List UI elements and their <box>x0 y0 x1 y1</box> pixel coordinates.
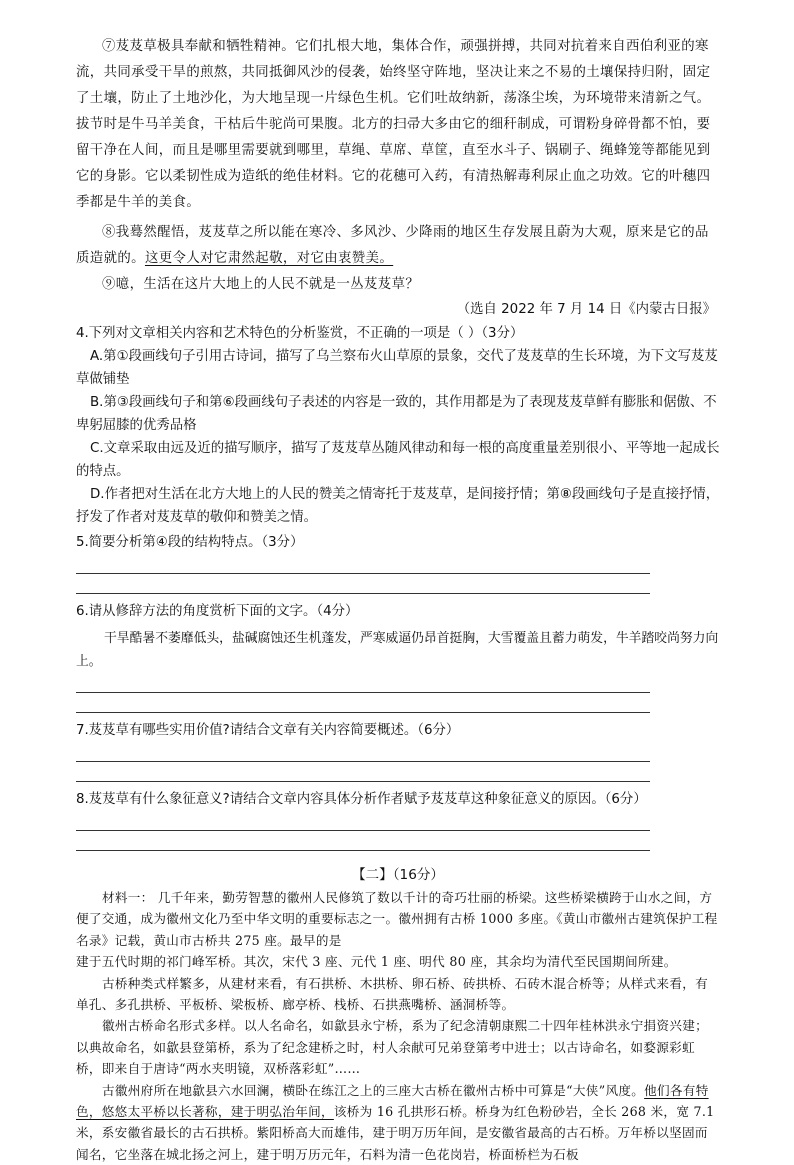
answer-line <box>76 574 650 594</box>
question-8 <box>76 788 720 851</box>
paragraph-7: ⑦芨芨草极具奉献和牺牲精神。它们扎根大地，集体合作，顽强拼搏，共同对抗着来自西伯利亚的寒流，共同承受干旱的煎熬，共同抵御风沙的侵袭，始终坚守阵地，坚决让来之不易的土壤保持归附，固定了土壤，防止了土地沙化，为大地呈现一片绿色生机。它们吐故纳新，荡涤尘埃，为环境带来清新之气。拔节时是牛马羊美食，干枯后牛驼尚可果腹。北方的扫帚大多由它的细秆制成，可谓粉身碎骨都不怕，要留干净在人间，而且是哪里需要就到哪里，草绳、草席、草筐，直至水斗子、锅刷子、绳蜂笼等都能见到它的身影。它以柔韧性成为造纸的绝佳材料。它的花穗可入药，有清热解毒利尿止血之功效。它的叶穗四季都是牛羊的美食。 <box>76 39 711 210</box>
answer-line <box>76 554 650 574</box>
material-1-paragraph-4-text: 古徽州府所在地歙县六水回澜，横卧在练江之上的三座大古桥在徽州古桥中可算是“大侠”风度。 <box>102 1082 645 1098</box>
material-1 <box>76 887 720 1165</box>
question-7 <box>76 719 720 782</box>
section-2-title: 【二】（16分） <box>351 867 445 883</box>
question-8-stem: 8.芨芨草有什么象征意义?请结合文章内容具体分析作者赋予芨芨草这种象征意义的原因。（6分） <box>76 792 647 807</box>
material-1-paragraph-1-continued: 建于五代时期的祁门峰军桥。其次，宋代 3 座、元代 1 座、明代 80 座，其余均为清代至民国期间所建。 <box>76 954 677 970</box>
document-page <box>76 34 720 1165</box>
question-4-option-a: A.第①段画线句子引用古诗词，描写了乌兰察布火山草原的景象，交代了芨芨草的生长环境，为下文写芨芨草做铺垫 <box>76 349 718 387</box>
question-4-stem: 4.下列对文章相关内容和艺术特色的分析鉴赏，不正确的一项是（ ）（3分） <box>76 326 524 341</box>
question-6-quoted-text: 干旱酷暑不萎靡低头，盐碱腐蚀还生机蓬发，严寒威逼仍昂首挺胸，大雪覆盖且蓄力萌发，牛羊踏咬尚努力向上。 <box>76 631 719 669</box>
material-1-paragraph-2: 古桥种类式样繁多，从建材来看，有石拱桥、木拱桥、卵石桥、砖拱桥、石砖木混合桥等；从样式来看，有单孔、多孔拱桥、平板桥、梁板桥、廊亭桥、栈桥、石拱燕嘴桥、涵洞桥等。 <box>76 975 709 1013</box>
question-7-stem: 7.芨芨草有哪些实用价值?请结合文章有关内容简要概述。（6分） <box>76 723 460 738</box>
question-6 <box>76 600 720 713</box>
material-1-paragraph-3: 徽州古桥命名形式多样。以人名命名，如歙县永宁桥，系为了纪念清朝康熙二十四年桂林洪永宁捐资兴建；以典故命名，如歙县登第桥，系为了纪念建桥之时，村人余献可兄弟登第考中进士；以古诗命名，如婺源彩虹桥，即来自于唐诗“两水夹明镜，双桥落彩虹”…… <box>76 1018 709 1077</box>
material-1-paragraph-1: 材料一： 几千年来，勤劳智慧的徽州人民修筑了数以千计的奇巧壮丽的桥梁。这些桥梁横跨于山水之间，方便了交通，成为徽州文化乃至中华文明的重要标志之一。徽州拥有古桥 1000 多座。《黄山市徽州古建筑保护工程名录》记载，黄山市古桥共 275 座。最早的是 <box>76 890 718 948</box>
question-4 <box>76 322 720 529</box>
question-4-option-d: D.作者把对生活在北方大地上的人民的赞美之情寄托于芨芨草，是间接抒情；第⑧段画线句子是直接抒情，抒发了作者对芨芨草的敬仰和赞美之情。 <box>76 487 720 525</box>
paragraph-9: ⑨噫，生活在这片大地上的人民不就是一丛芨芨草？ <box>102 277 420 292</box>
answer-line <box>76 742 650 762</box>
material-1-paragraph-4-rest: 该桥为 16 孔拱形石桥。桥身为红色粉砂岩，全长 268 米，宽 7.1 米，系安徽省最长的古石拱桥。紫阳桥高大而雄伟，建于明万历年间，是安徽省最高的古石桥。万年桥以坚固而闻名，它坐落在城北扬之河上，建于明万历元年，石料为清一色花岗岩，桥面桥栏为石板 <box>76 1104 715 1162</box>
paragraph-8-text: ⑧我蓦然醒悟，芨芨草之所以能在寒冷、多风沙、少降雨的地区生存发展且蔚为大观，原来是它的品质造就的。 <box>76 225 709 266</box>
answer-line <box>76 811 650 831</box>
question-4-option-c: C.文章采取由远及近的描写顺序，描写了芨芨草丛随风律动和每一根的高度重量差别很小、平等地一起成长的特点。 <box>76 441 720 479</box>
paragraph-8 <box>76 220 720 272</box>
answer-line <box>76 831 650 851</box>
answer-line <box>76 673 650 693</box>
material-1-paragraph-4 <box>76 1080 720 1165</box>
question-5-stem: 5.简要分析第④段的结构特点。（3分） <box>76 535 304 550</box>
material-1-underlined-sentence: 他们各有特色，悠悠太平桥以长著称，建于明弘治年间， <box>76 1082 709 1120</box>
question-6-stem: 6.请从修辞方法的角度赏析下面的文字。（4分） <box>76 604 359 619</box>
article-source: （选自 2022 年 7 月 14 日《内蒙古日报》 <box>456 302 716 317</box>
question-4-option-b: B.第③段画线句子和第⑥段画线句子表述的内容是一致的，其作用都是为了表现芨芨草鲜有膨胀和倨傲、不卑躬屈膝的优秀品格 <box>76 395 717 433</box>
question-5 <box>76 531 720 594</box>
article-excerpt <box>76 34 720 298</box>
paragraph-8-underlined-sentence: 这更令人对它肃然起敬，对它由衷赞美。 <box>144 251 394 266</box>
answer-line <box>76 693 650 713</box>
answer-line <box>76 762 650 782</box>
